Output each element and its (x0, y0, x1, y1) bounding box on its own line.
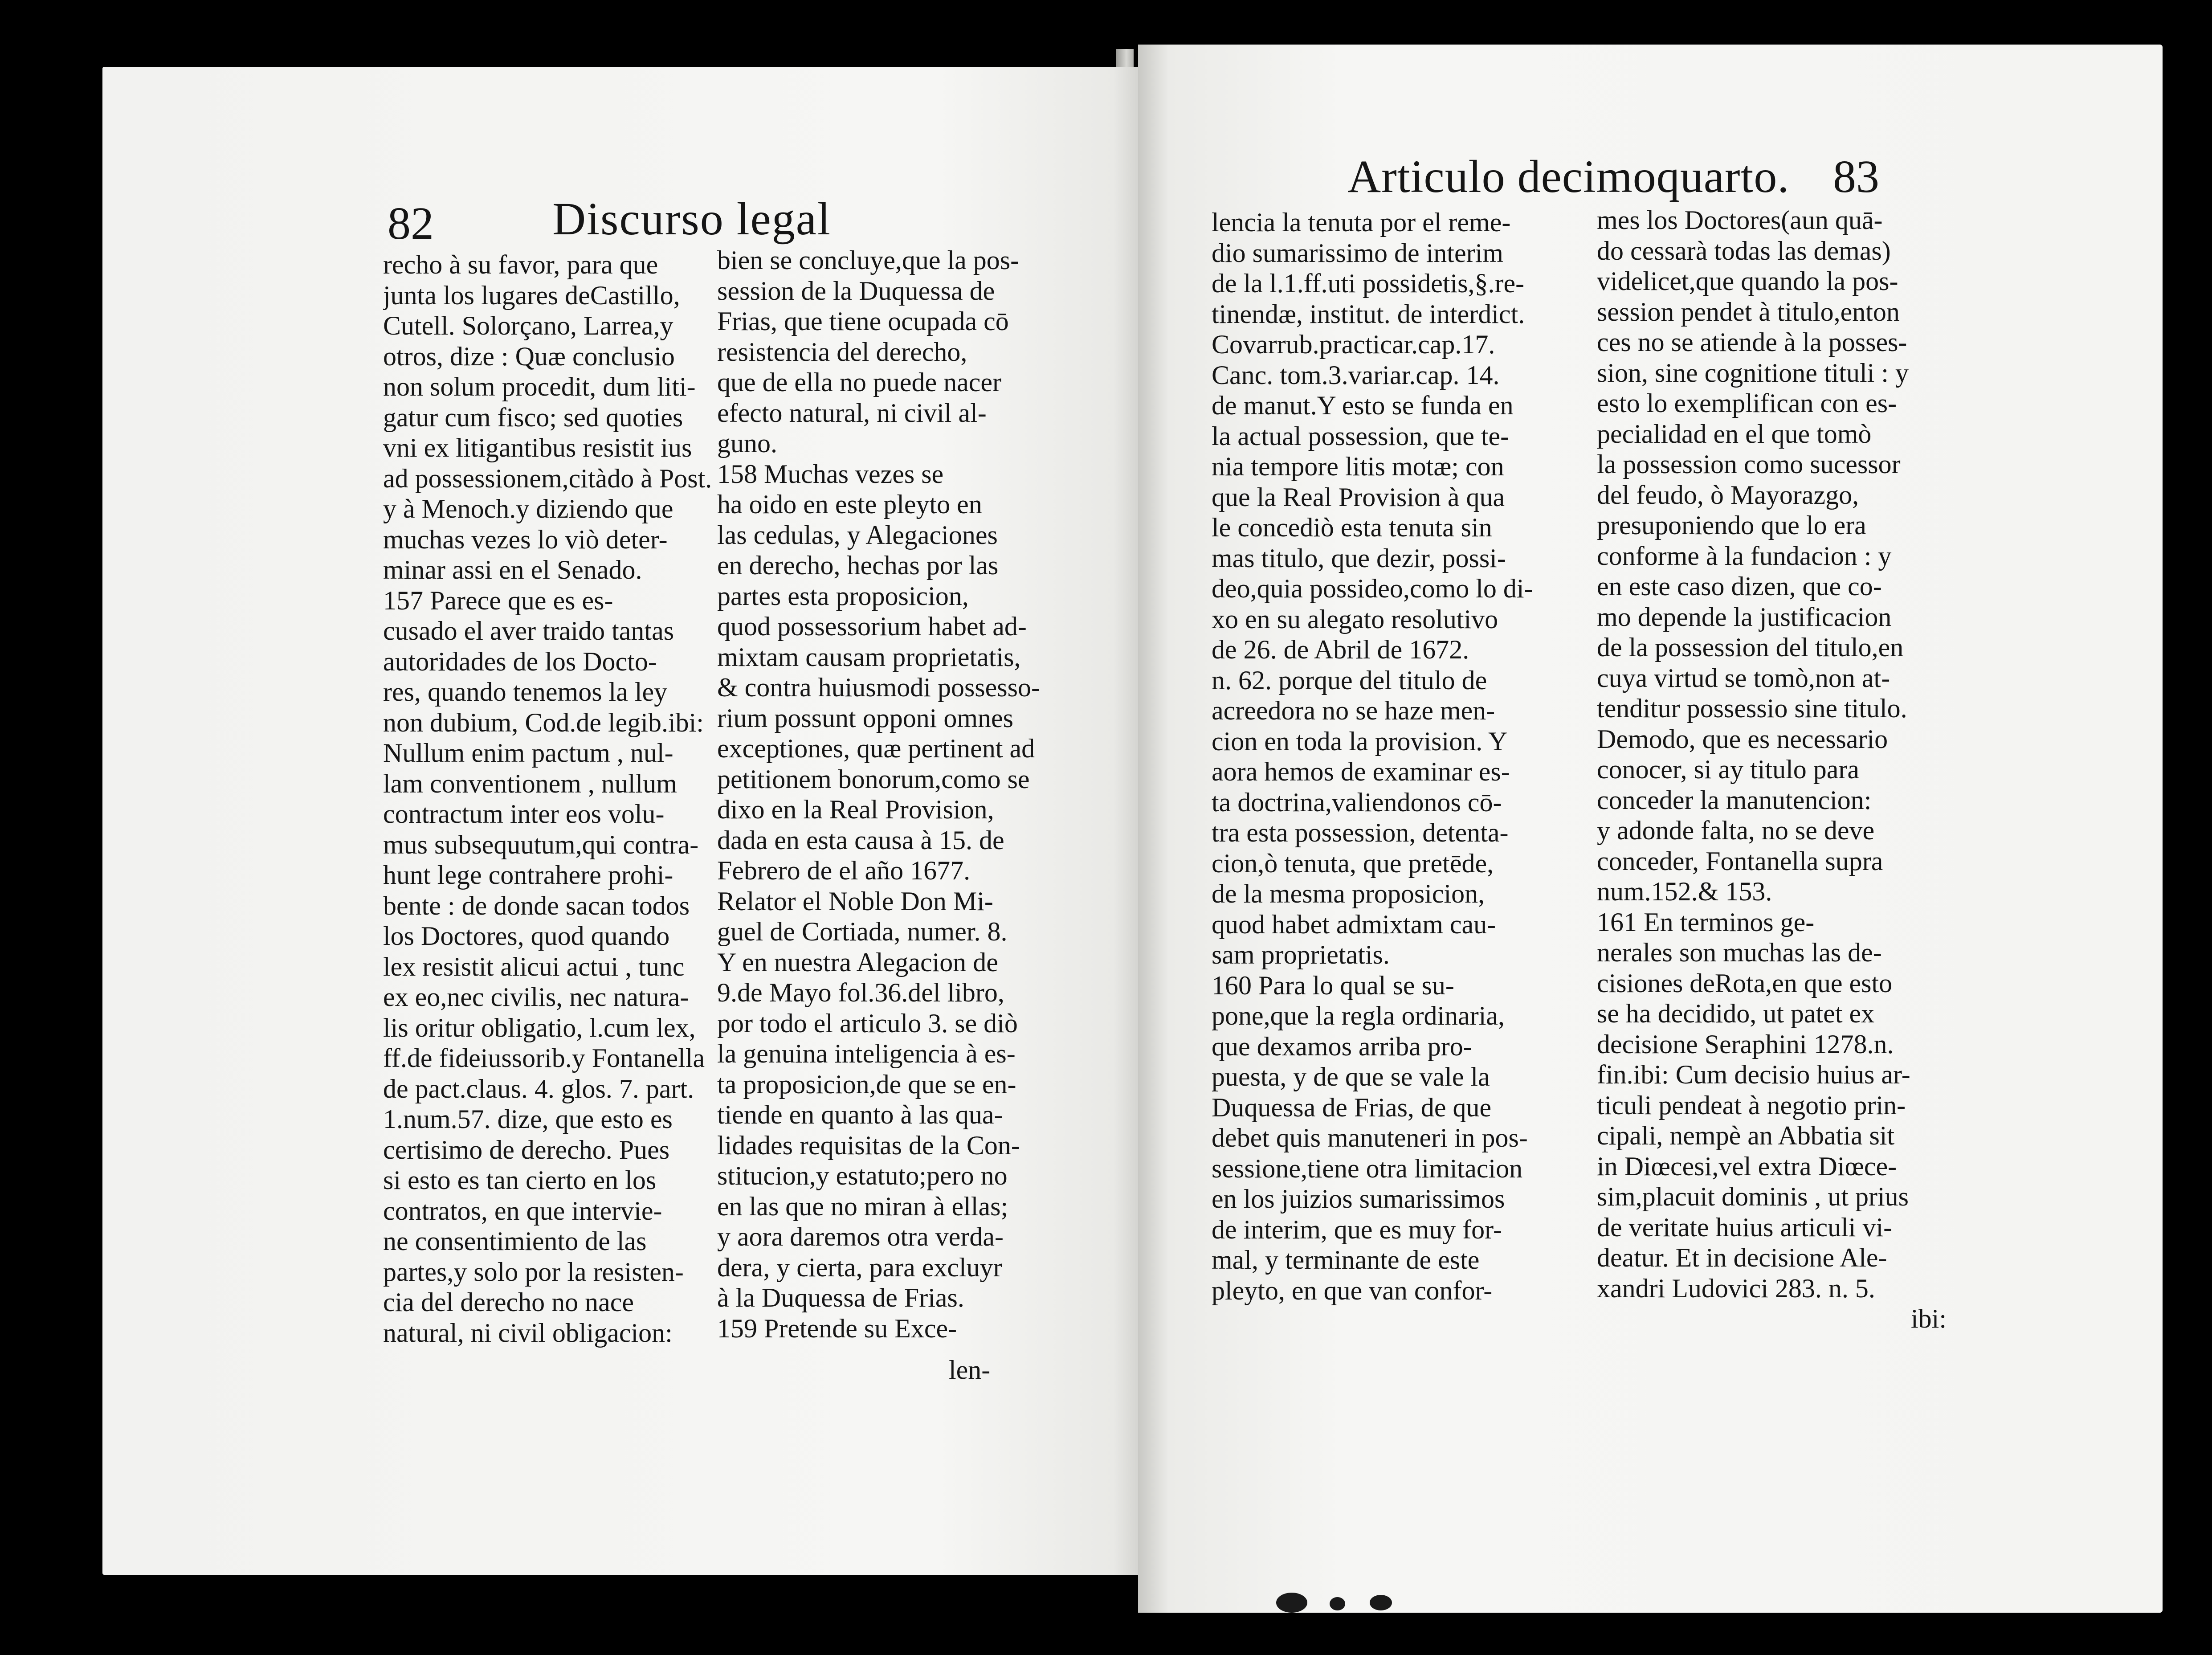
text-line: partes esta proposicion, (717, 581, 969, 611)
text-line: xo en su alegato resolutivo (1212, 604, 1498, 634)
text-line: quod habet admixtam cau- (1212, 909, 1496, 939)
text-line: debet quis manuteneri in pos- (1212, 1123, 1528, 1152)
text-line: puesta, y de que se vale la (1212, 1062, 1490, 1091)
text-line: ta doctrina,valiendonos cō- (1212, 787, 1502, 817)
text-line: guel de Cortiada, numer. 8. (717, 917, 1008, 946)
text-line: ff.de fideiussorib.y Fontanella (383, 1043, 705, 1073)
text-line: de manut.Y esto se funda en (1212, 391, 1514, 420)
text-line: por todo el articulo 3. se diò (717, 1008, 1018, 1038)
text-line: sion, sine cognitione tituli : y (1597, 358, 1909, 388)
text-line: & contra huiusmodi possesso- (717, 673, 1040, 702)
ink-blot (1330, 1597, 1345, 1610)
text-line: à la Duquessa de Frias. (717, 1283, 964, 1312)
text-line: decisione Seraphini 1278.n. (1597, 1029, 1894, 1059)
text-line: de interim, que es muy for- (1212, 1214, 1502, 1244)
text-line: natural, ni civil obligacion: (383, 1318, 673, 1348)
text-line: 160 Para lo qual se su- (1212, 970, 1454, 1000)
text-line: muchas vezes lo viò deter- (383, 524, 668, 554)
text-line: mas titulo, que dezir, possi- (1212, 543, 1506, 573)
text-line: videlicet,que quando la pos- (1597, 266, 1898, 296)
text-line: conforme à la fundacion : y (1597, 541, 1892, 571)
text-line: session de la Duquessa de (717, 276, 995, 306)
text-line: 157 Parece que es es- (383, 585, 613, 615)
text-line: esto lo exemplifican con es- (1597, 388, 1897, 418)
text-line: Relator el Noble Don Mi- (717, 886, 993, 916)
text-line: que de ella no puede nacer (717, 368, 1001, 397)
text-line: ne consentimiento de las (383, 1226, 647, 1256)
text-line: y à Menoch.y diziendo que (383, 494, 673, 523)
text-line: presuponiendo que lo era (1597, 511, 1866, 540)
text-line: exceptiones, quæ pertinent ad (717, 734, 1035, 763)
text-line: lex resistit alicui actui , tunc (383, 952, 685, 981)
text-line: 159 Pretende su Exce- (717, 1313, 957, 1343)
text-line: efecto natural, ni civil al- (717, 398, 987, 428)
text-line: pecialidad en el que tomò (1597, 419, 1872, 449)
text-line: bente : de donde sacan todos (383, 891, 690, 920)
right-page-number: 83 (1833, 151, 1879, 202)
text-line: cusado el aver traido tantas (383, 616, 674, 646)
text-line: quod possessorium habet ad- (717, 612, 1027, 641)
text-line: de pact.claus. 4. glos. 7. part. (383, 1074, 694, 1103)
text-line: de la mesma proposicion, (1212, 879, 1485, 908)
right-page (1138, 45, 2163, 1613)
text-line: en las que no miran à ellas; (717, 1191, 1008, 1221)
text-line: cuya virtud se tomò,non at- (1597, 663, 1890, 693)
text-line: guno. (717, 429, 777, 458)
text-line: session pendet à titulo,enton (1597, 297, 1900, 327)
text-line: tra esta possession, detenta- (1212, 818, 1509, 847)
text-line: dada en esta causa à 15. de (717, 825, 1004, 855)
text-line: non dubium, Cod.de legib.ibi: (383, 707, 704, 737)
text-line: tinendæ, institut. de interdict. (1212, 299, 1525, 329)
ink-blot (1370, 1595, 1392, 1610)
text-line: Canc. tom.3.variar.cap. 14. (1212, 360, 1500, 390)
text-line: bien se concluye,que la pos- (717, 245, 1020, 275)
text-line: n. 62. porque del titulo de (1212, 665, 1487, 695)
text-line: nerales son muchas las de- (1597, 938, 1882, 967)
text-line: los Doctores, quod quando (383, 921, 670, 951)
text-line: dera, y cierta, para excluyr (717, 1252, 1002, 1282)
text-line: del feudo, ò Mayorazgo, (1597, 480, 1859, 510)
text-line: num.152.& 153. (1597, 877, 1772, 906)
text-line: que la Real Provision à qua (1212, 482, 1505, 512)
text-line: lidades requisitas de la Con- (717, 1130, 1020, 1160)
text-line: mes los Doctores(aun quā- (1597, 205, 1883, 235)
left-page-number: 82 (388, 198, 434, 249)
text-line: stitucion,y estatuto;pero no (717, 1161, 1008, 1190)
text-line: sam proprietatis. (1212, 940, 1390, 969)
text-line: Demodo, que es necessario (1597, 724, 1888, 754)
text-line: deatur. Et in decisione Ale- (1597, 1243, 1887, 1272)
ink-blot (1276, 1593, 1307, 1613)
text-line: Duquessa de Frias, de que (1212, 1092, 1492, 1122)
text-line: cia del derecho no nace (383, 1287, 634, 1317)
text-line: en este caso dizen, que co- (1597, 572, 1882, 601)
text-line: ha oido en este pleyto en (717, 490, 982, 519)
text-line: tiende en quanto à las qua- (717, 1100, 1003, 1129)
text-line: 161 En terminos ge- (1597, 907, 1815, 937)
text-line: hunt lege contrahere prohi- (383, 860, 673, 890)
text-line: y aora daremos otra verda- (717, 1222, 1004, 1251)
text-line: de la l.1.ff.uti possidetis,§.re- (1212, 269, 1525, 298)
text-line: que dexamos arriba pro- (1212, 1031, 1472, 1061)
text-line: pleyto, en que van confor- (1212, 1275, 1493, 1305)
text-line: res, quando tenemos la ley (383, 677, 668, 707)
left-running-head: Discurso legal (552, 193, 831, 245)
text-line: minar assi en el Senado. (383, 555, 642, 584)
text-line: autoridades de los Docto- (383, 646, 657, 676)
text-line: 158 Muchas vezes se (717, 459, 944, 489)
text-line: Frias, que tiene ocupada cō (717, 306, 1009, 336)
text-line: ces no se atiende à la posses- (1597, 327, 1907, 357)
text-line: otros, dize : Quæ conclusio (383, 341, 675, 371)
text-line: lencia la tenuta por el reme- (1212, 208, 1511, 237)
text-line: Nullum enim pactum , nul- (383, 738, 673, 768)
text-line: la genuina inteligencia à es- (717, 1039, 1016, 1068)
text-line: fin.ibi: Cum decisio huius ar- (1597, 1060, 1910, 1089)
left-page (102, 67, 1145, 1575)
text-line: cion en toda la provision. Y (1212, 726, 1508, 756)
text-line: la actual possession, que te- (1212, 421, 1510, 451)
text-line: de 26. de Abril de 1672. (1212, 635, 1469, 664)
text-line: lis oritur obligatio, l.cum lex, (383, 1013, 696, 1042)
text-line: y adonde falta, no se deve (1597, 816, 1875, 845)
text-line: partes,y solo por la resisten- (383, 1257, 684, 1287)
text-line: cion,ò tenuta, que pretēde, (1212, 848, 1494, 878)
text-line: resistencia del derecho, (717, 337, 967, 367)
text-line: mixtam causam proprietatis, (717, 642, 1021, 672)
text-line: de la possession del titulo,en (1597, 633, 1904, 662)
text-line: vni ex litigantibus resistit ius (383, 433, 692, 462)
text-line: recho à su favor, para que (383, 250, 658, 279)
text-line: do cessarà todas las demas) (1597, 236, 1891, 266)
text-line: cisiones deRota,en que esto (1597, 968, 1893, 998)
text-line: lam conventionem , nullum (383, 768, 677, 798)
text-line: sessione,tiene otra limitacion (1212, 1153, 1523, 1183)
text-line: mal, y terminante de este (1212, 1245, 1480, 1275)
text-line: conceder la manutencion: (1597, 785, 1872, 815)
left-catchword: len- (949, 1355, 991, 1385)
text-line: le concediò esta tenuta sin (1212, 513, 1492, 542)
text-line: de veritate huius articuli vi- (1597, 1212, 1893, 1242)
text-line: conceder, Fontanella supra (1597, 846, 1883, 876)
right-column-2 (1597, 205, 1949, 1304)
text-line: 1.num.57. dize, que esto es (383, 1104, 673, 1134)
text-line: mus subsequutum,qui contra- (383, 830, 699, 859)
text-line: tenditur possessio sine titulo. (1597, 694, 1907, 723)
text-line: conocer, si ay titulo para (1597, 755, 1860, 784)
text-line: sim,placuit dominis , ut prius (1597, 1182, 1909, 1211)
text-line: in Diœcesi,vel extra Diœce- (1597, 1151, 1897, 1181)
text-line: pone,que la regla ordinaria, (1212, 1001, 1505, 1030)
text-line: aora hemos de examinar es- (1212, 757, 1510, 786)
text-line: Cutell. Solorçano, Larrea,y (383, 311, 673, 340)
text-line: mo depende la justificacion (1597, 602, 1892, 632)
text-line: nia tempore litis motæ; con (1212, 452, 1504, 481)
left-column-2 (717, 245, 1078, 1344)
text-line: xandri Ludovici 283. n. 5. (1597, 1273, 1875, 1303)
text-line: la possession como sucessor (1597, 450, 1901, 479)
text-line: non solum procedit, dum liti- (383, 372, 696, 401)
right-running-head: Articulo decimoquarto. (1347, 151, 1790, 202)
text-line: cipali, nempè an Abbatia sit (1597, 1121, 1895, 1150)
text-line: acreedora no se haze men- (1212, 696, 1495, 725)
text-line: deo,quia possideo,como lo di- (1212, 574, 1533, 603)
right-column-1 (1212, 207, 1568, 1306)
text-line: se ha decidido, ut patet ex (1597, 999, 1875, 1028)
text-line: ex eo,nec civilis, nec natura- (383, 982, 689, 1012)
text-line: petitionem bonorum,como se (717, 764, 1030, 794)
text-line: junta los lugares deCastillo, (383, 280, 680, 310)
right-catchword: ibi: (1911, 1304, 1947, 1333)
text-line: Febrero de el año 1677. (717, 856, 971, 885)
text-line: contratos, en que intervie- (383, 1196, 662, 1226)
text-line: ta proposicion,de que se en- (717, 1069, 1016, 1099)
text-line: ad possessionem,citàdo à Post. (383, 463, 712, 493)
text-line: en los juizios sumarissimos (1212, 1184, 1505, 1214)
text-line: rium possunt opponi omnes (717, 703, 1014, 733)
text-line: dio sumarissimo de interim (1212, 238, 1503, 268)
text-line: certisimo de derecho. Pues (383, 1135, 670, 1165)
text-line: gatur cum fisco; sed quoties (383, 402, 683, 432)
text-line: si esto es tan cierto en los (383, 1165, 657, 1195)
text-line: ticuli pendeat à negotio prin- (1597, 1090, 1906, 1120)
text-line: 9.de Mayo fol.36.del libro, (717, 978, 1004, 1007)
text-line: Y en nuestra Alegacion de (717, 947, 998, 977)
left-column-1 (383, 249, 739, 1348)
text-line: en derecho, hechas por las (717, 551, 999, 580)
text-line: Covarrub.practicar.cap.17. (1212, 330, 1495, 359)
text-line: las cedulas, y Alegaciones (717, 520, 998, 550)
text-line: contractum inter eos volu- (383, 799, 665, 829)
text-line: dixo en la Real Provision, (717, 795, 994, 824)
